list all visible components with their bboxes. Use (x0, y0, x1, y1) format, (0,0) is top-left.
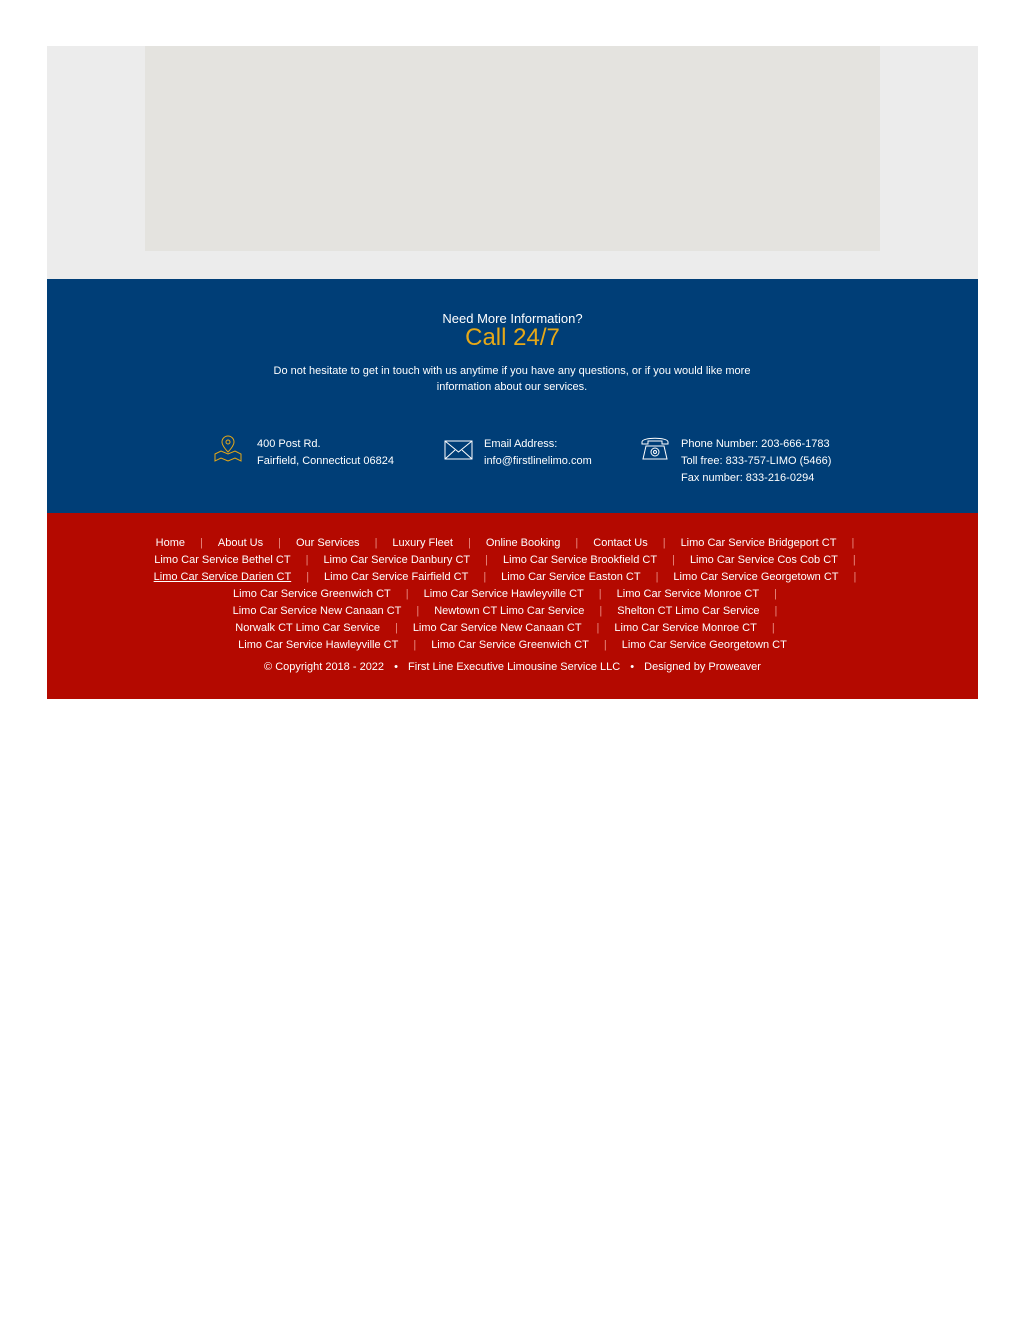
footer-link-row (47, 535, 978, 552)
footer-link[interactable]: Limo Car Service Georgetown CT (673, 571, 839, 583)
footer-link-separator: | (467, 537, 471, 549)
footer-link[interactable]: Limo Car Service Danbury CT (323, 554, 471, 566)
footer-links-band (47, 513, 978, 699)
contact-info-band (47, 279, 978, 513)
copyright-dot: • (394, 661, 398, 673)
footer-link-separator: | (599, 605, 603, 617)
footer-link[interactable]: Limo Car Service Fairfield CT (324, 571, 469, 583)
footer-link-separator: | (405, 588, 409, 600)
footer-link-row (47, 637, 978, 654)
page-frame (47, 46, 978, 699)
footer-link-row (47, 603, 978, 620)
info-description: Do not hesitate to get in touch with us anytime if you have any questions, or if you would like more information about our services. (273, 365, 751, 393)
address-line1: 400 Post Rd. (257, 438, 321, 450)
footer-link[interactable]: Home (155, 537, 186, 549)
footer-link[interactable]: Limo Car Service Georgetown CT (621, 639, 787, 651)
footer-link[interactable]: Limo Car Service Hawleyville CT (238, 639, 399, 651)
footer-link-separator: | (603, 639, 607, 651)
map-section (47, 46, 978, 279)
footer-link-row (47, 586, 978, 603)
footer-link-separator: | (771, 622, 775, 634)
footer-link[interactable]: Newtown CT Limo Car Service (434, 605, 585, 617)
email-block (484, 436, 592, 470)
call-24-7-title: Call 24/7 (465, 324, 560, 351)
need-more-info-heading: Need More Information? (442, 311, 583, 326)
footer-link-separator: | (278, 537, 281, 549)
footer-link[interactable]: Luxury Fleet (392, 537, 453, 549)
footer-link-separator: | (853, 571, 857, 583)
footer-link-separator: | (851, 537, 855, 549)
footer-link[interactable]: Contact Us (593, 537, 648, 549)
map-location-icon (213, 434, 243, 462)
footer-link-separator: | (598, 588, 602, 600)
footer-link-row (47, 620, 978, 637)
footer-link[interactable]: Shelton CT Limo Car Service (617, 605, 760, 617)
footer-link[interactable]: Limo Car Service Monroe CT (614, 622, 757, 634)
footer-link[interactable]: Our Services (295, 537, 360, 549)
footer-link-separator: | (413, 639, 417, 651)
footer-link[interactable]: Limo Car Service Monroe CT (616, 588, 760, 600)
phone-block (681, 436, 831, 487)
map-embed[interactable] (145, 46, 880, 251)
company-link[interactable]: First Line Executive Limousine Service LLC (408, 661, 621, 673)
tollfree-number[interactable]: Toll free: 833-757-LIMO (5466) (681, 455, 832, 467)
footer-link-row (47, 552, 978, 569)
footer-link-separator: | (374, 537, 378, 549)
footer-link[interactable]: Limo Car Service New Canaan CT (232, 605, 402, 617)
footer-link[interactable]: Online Booking (485, 537, 561, 549)
copyright-line (47, 661, 978, 673)
footer-link-separator: | (575, 537, 579, 549)
address-line2: Fairfield, Connecticut 06824 (257, 455, 394, 467)
designer-link[interactable]: Designed by Proweaver (644, 661, 761, 673)
fax-number: Fax number: 833-216-0294 (681, 472, 815, 484)
footer-link-separator: | (662, 537, 666, 549)
footer-link-separator: | (852, 554, 856, 566)
footer-link[interactable]: Limo Car Service Brookfield CT (503, 554, 658, 566)
footer-link-separator: | (305, 554, 309, 566)
footer-link[interactable]: Limo Car Service Greenwich CT (233, 588, 391, 600)
footer-link-separator: | (483, 571, 487, 583)
telephone-icon (640, 434, 670, 462)
footer-link-separator: | (416, 605, 420, 617)
phone-number[interactable]: Phone Number: 203-666-1783 (681, 438, 830, 450)
footer-link-separator: | (672, 554, 675, 566)
footer-link-separator: | (596, 622, 600, 634)
footer-link[interactable]: Limo Car Service Greenwich CT (431, 639, 589, 651)
footer-link-separator: | (394, 622, 398, 634)
email-label: Email Address: (484, 438, 558, 450)
footer-link[interactable]: Limo Car Service Easton CT (501, 571, 641, 583)
footer-link[interactable]: Limo Car Service New Canaan CT (412, 622, 582, 634)
footer-link-separator: | (774, 605, 778, 617)
footer-link-separator: | (306, 571, 310, 583)
envelope-icon (444, 436, 474, 464)
footer-link[interactable]: Norwalk CT Limo Car Service (235, 622, 380, 634)
address-block (257, 436, 394, 470)
footer-link[interactable]: Limo Car Service Bethel CT (154, 554, 291, 566)
footer-link[interactable]: Limo Car Service Bridgeport CT (680, 537, 837, 549)
footer-link[interactable]: About Us (217, 537, 264, 549)
copyright-text: © Copyright 2018 - 2022 (264, 661, 385, 673)
footer-link-separator: | (200, 537, 203, 549)
footer-link-separator: | (774, 588, 777, 600)
copyright-dot: • (630, 661, 635, 673)
footer-link-row (47, 569, 978, 586)
footer-link[interactable]: Limo Car Service Hawleyville CT (423, 588, 584, 600)
footer-link[interactable]: Limo Car Service Darien CT (153, 571, 292, 583)
footer-link-separator: | (655, 571, 659, 583)
email-link[interactable]: info@firstlinelimo.com (484, 455, 592, 467)
footer-link[interactable]: Limo Car Service Cos Cob CT (689, 554, 838, 566)
footer-link-separator: | (485, 554, 489, 566)
